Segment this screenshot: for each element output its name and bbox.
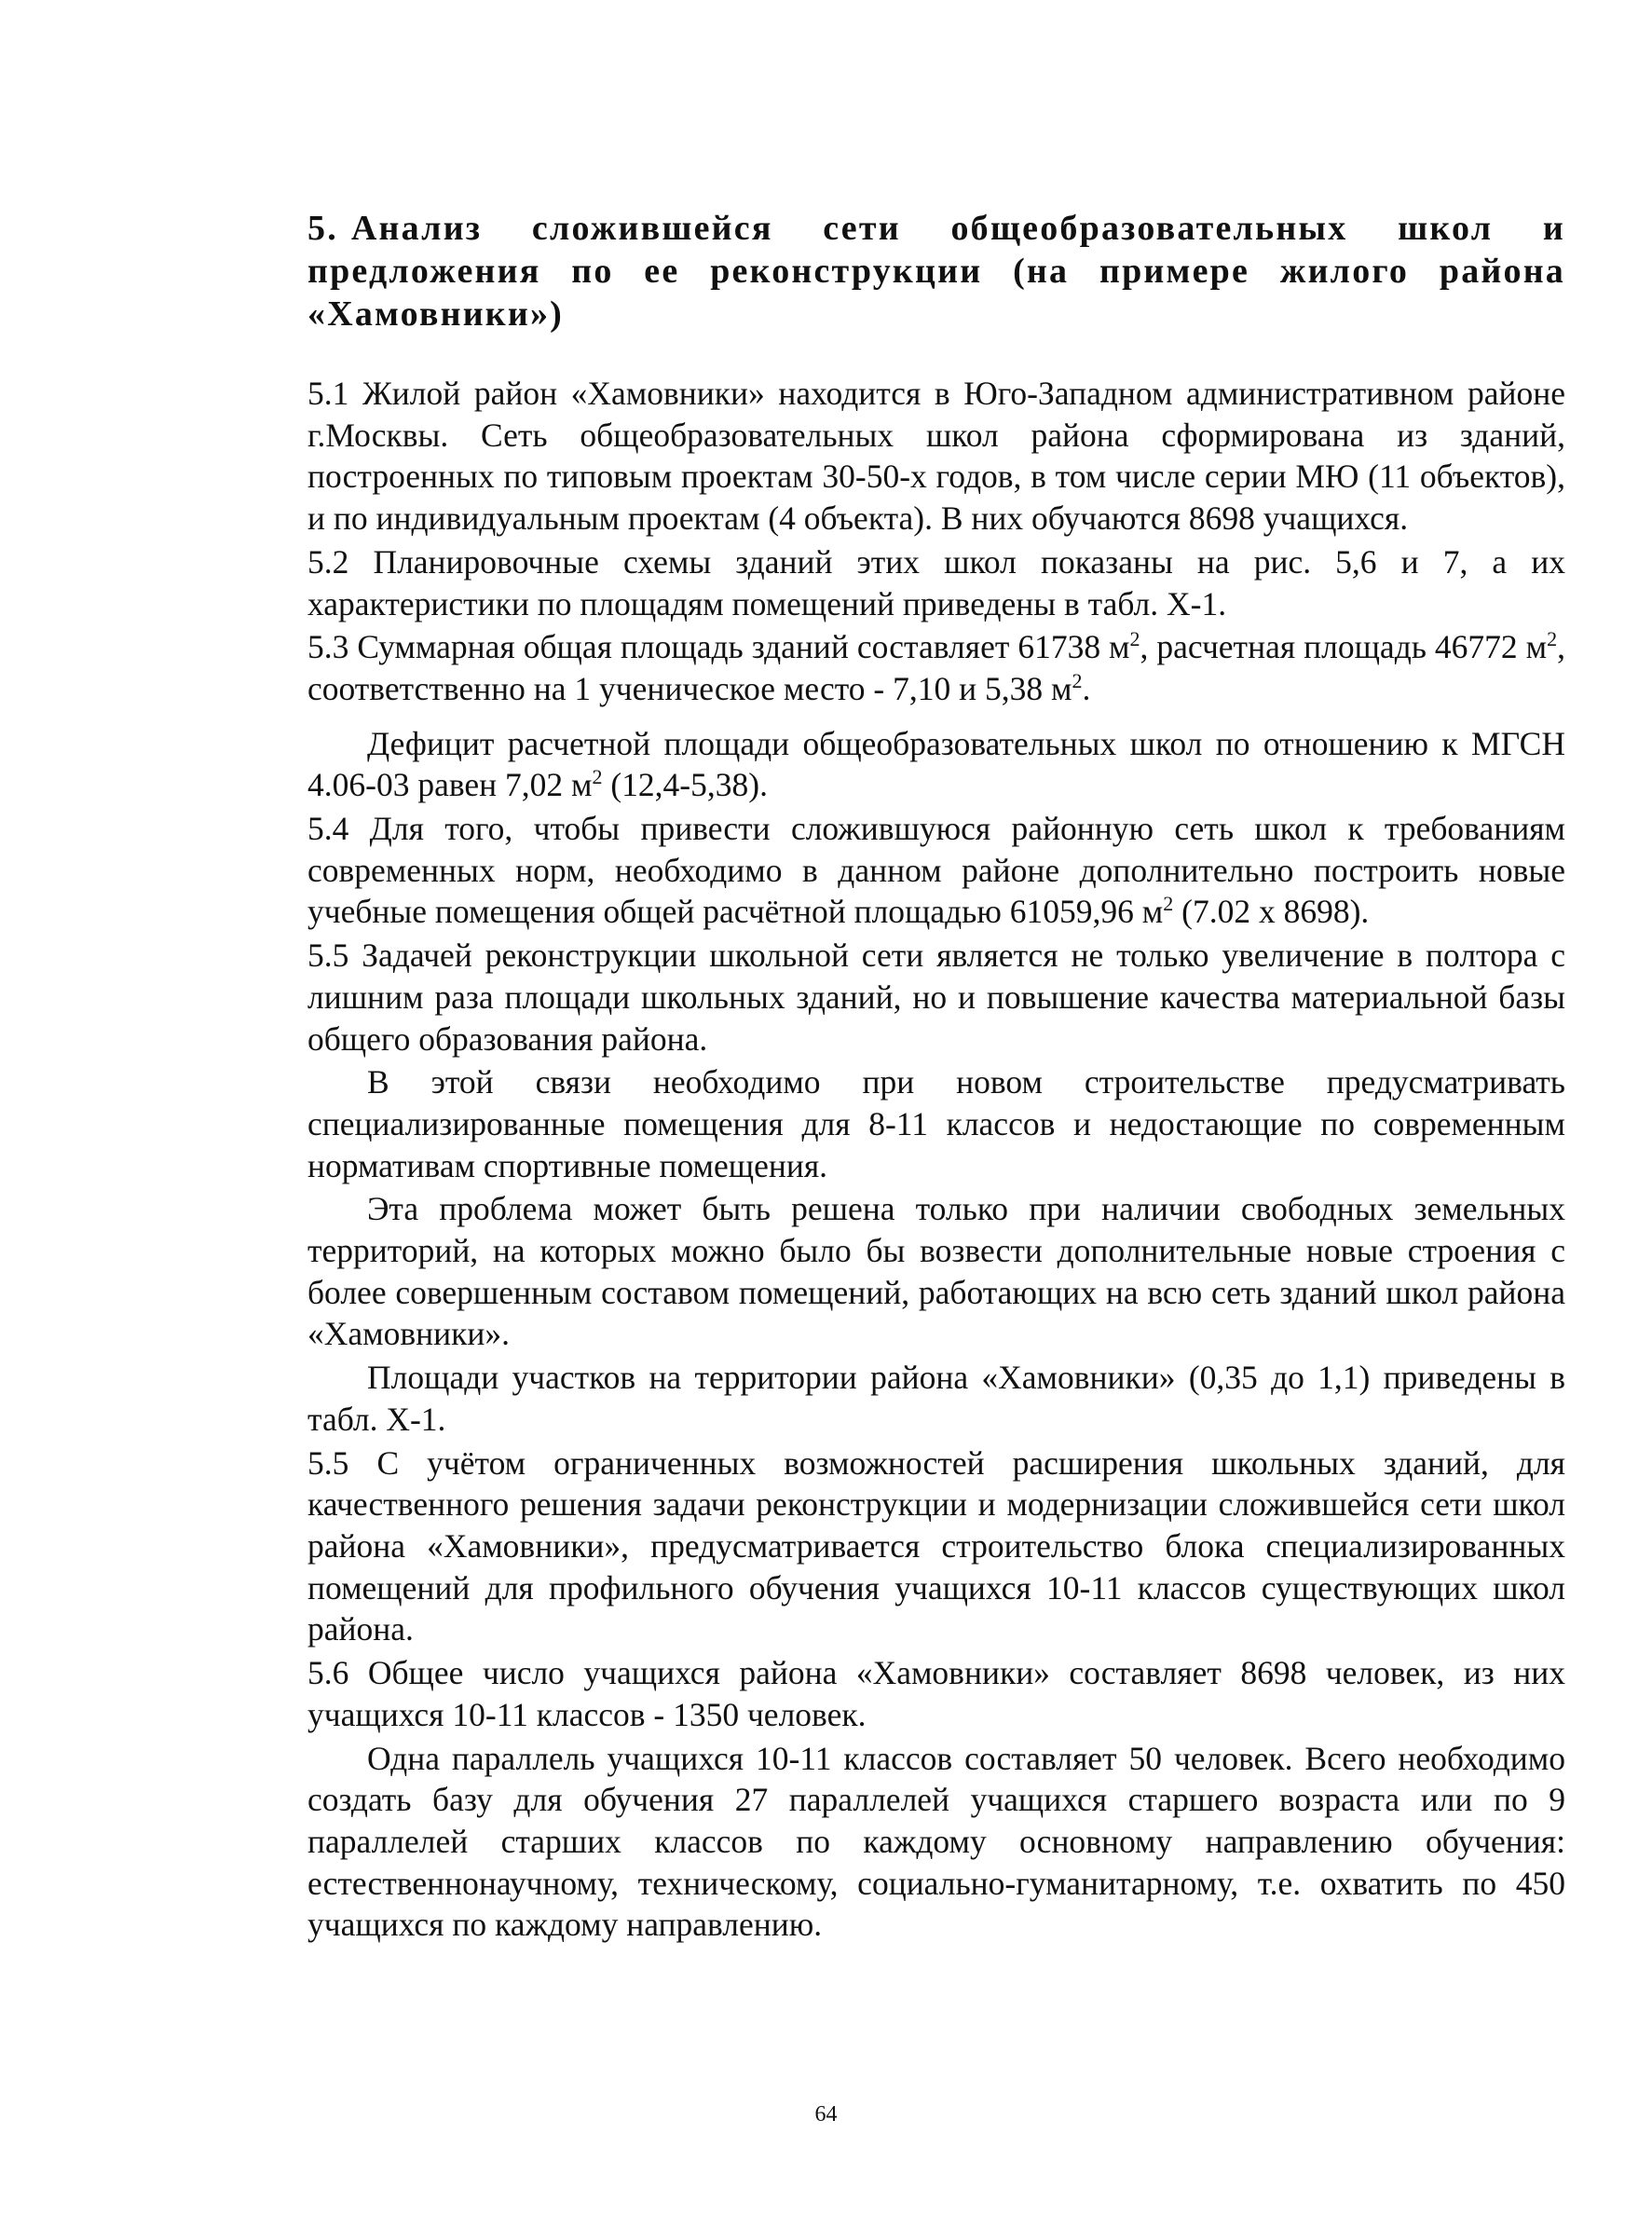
paragraph-5-3 bbox=[307, 626, 1565, 709]
paragraph-land-problem: Эта проблема может быть решена только при наличии свободных земельных территорий, на которых можно было бы возвести дополнительные новые строения с более совершенным составом помещений, работающих на всю сеть зданий школ района «Хамовники». bbox=[307, 1190, 1565, 1353]
section-number: 5. bbox=[307, 209, 338, 248]
unit-sq-meter: м bbox=[571, 766, 593, 804]
power-sup: 2 bbox=[1072, 669, 1083, 693]
paragraph-deficit bbox=[307, 723, 1565, 806]
document-page bbox=[307, 207, 1565, 1948]
p53-text-3: , соответственно на 1 ученическое место - 7,10 и 5,38 м bbox=[307, 628, 1565, 707]
p54-text: 5.4 Для того, чтобы привести сложившуюся районную сеть школ к требованиям современных норм, необходимо в данном районе дополнительно построить новые учебные помещения общей расчётной площадью 61059,96 bbox=[307, 810, 1565, 931]
area-tail: (7.02 х 8698). bbox=[1173, 893, 1370, 931]
paragraph-5-5: 5.5 Задачей реконструкции школьной сети является не только увеличение в полтора с лишним раза площади школьных зданий, но и повышение качества материальной базы общего образования района. bbox=[307, 937, 1565, 1058]
power-sup: 2 bbox=[592, 765, 603, 789]
paragraph-parallels: Одна параллель учащихся 10-11 классов составляет 50 человек. Всего необходимо создать базу для обучения 27 параллелей учащихся старшего возраста или по 9 параллелей старших классов по каждому основному направлению обучения: естественнонаучному, техническому, социально-гуманитарному, т.е. охватить по 450 учащихся по каждому направлению. bbox=[307, 1739, 1565, 1944]
paragraph-plot-areas: Площади участков на территории района «Хамовники» (0,35 до 1,1) приведены в табл. Х-1. bbox=[307, 1359, 1565, 1438]
paragraph-5-1: 5.1 Жилой район «Хамовники» находится в Юго-Западном административном районе г.Москвы. Сеть общеобразовательных школ района сформирована из зданий, построенных по типовым проектам 30-50-х годов, в том числе серии МЮ (11 объектов), и по индивидуальным проектам (4 объекта). В них обучаются 8698 учащихся. bbox=[307, 375, 1565, 538]
power-sup: 2 bbox=[1129, 627, 1140, 651]
p53-text-1: 5.3 Суммарная общая площадь зданий составляет 61738 м bbox=[307, 628, 1130, 666]
power-sup: 2 bbox=[1163, 892, 1174, 916]
p53-text-4: . bbox=[1082, 669, 1091, 707]
section-heading bbox=[307, 207, 1565, 335]
paragraph-5-2: 5.2 Планировочные схемы зданий этих школ показаны на рис. 5,6 и 7, а их характеристики по площадям помещений приведены в табл. Х-1. bbox=[307, 542, 1565, 622]
paragraph-specialized-rooms: В этой связи необходимо при новом строительстве предусматривать специализированные помещения для 8-11 классов и недостающие по современным нормативам спортивные помещения. bbox=[307, 1063, 1565, 1184]
paragraph-5-4 bbox=[307, 808, 1565, 933]
page-number: 64 bbox=[814, 2102, 838, 2126]
p53-text-2: , расчетная площадь 46772 м bbox=[1140, 628, 1548, 666]
paragraph-5-5b: 5.5 С учётом ограниченных возможностей расширения школьных зданий, для качественного решения задачи реконструкции и модернизации сложившейся сети школ района «Хамовники», предусматривается строительство блока специализированных помещений для профильного обучения учащихся 10-11 классов существующих школ района. bbox=[307, 1443, 1565, 1648]
deficit-tail: (12,4-5,38). bbox=[602, 766, 768, 804]
paragraph-5-6: 5.6 Общее число учащихся района «Хамовники» составляет 8698 человек, из них учащихся 10-11 классов - 1350 человек. bbox=[307, 1654, 1565, 1733]
deficit-text: Дефицит расчетной площади общеобразовательных школ по отношению к МГСН 4.06-03 равен 7,02 bbox=[307, 724, 1565, 804]
unit-sq-meter: м bbox=[1141, 893, 1164, 931]
section-title: Анализ сложившейся сети общеобразовательных школ и предложения по ее реконструкции (на примере жилого района «Хамовники») bbox=[307, 209, 1565, 334]
power-sup: 2 bbox=[1547, 627, 1558, 651]
